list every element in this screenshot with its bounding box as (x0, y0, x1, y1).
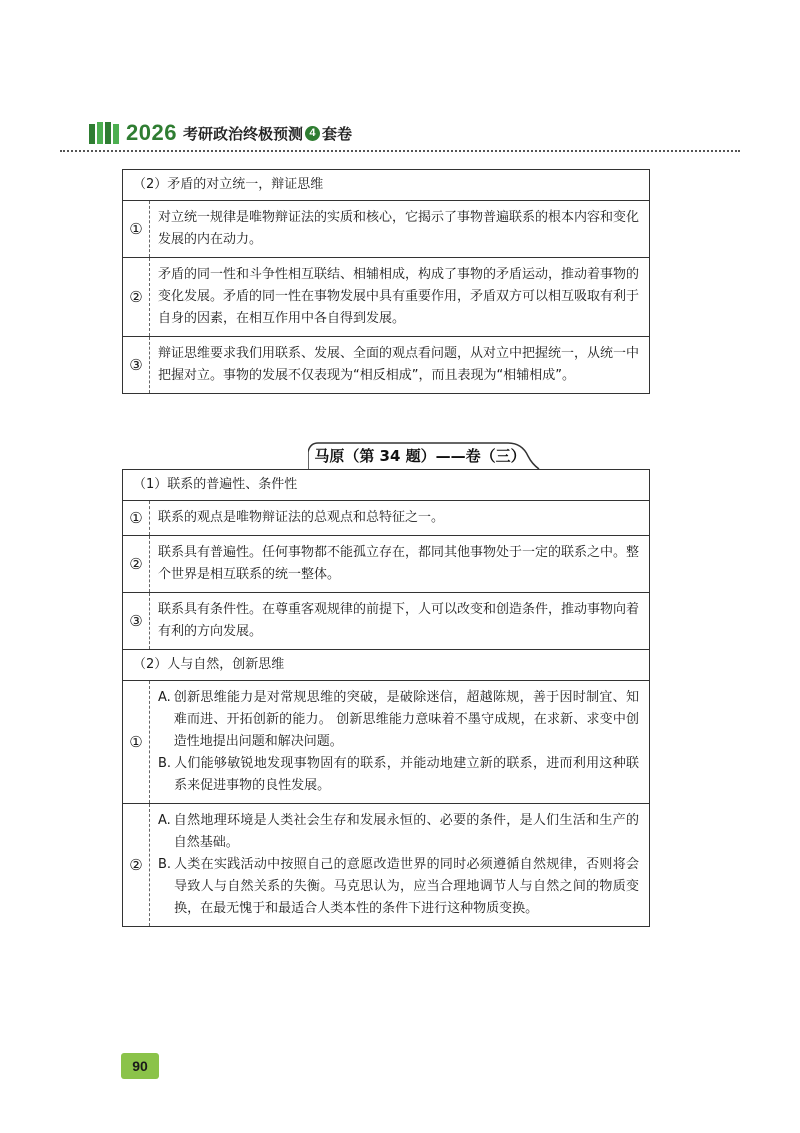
item-text: 辩证思维要求我们用联系、发展、全面的观点看问题，从对立中把握统一，从统一中把握对立。事物的发展不仅表现为“相反相成”，而且表现为“相辅相成”。 (158, 346, 640, 383)
item-text: 联系的观点是唯物辩证法的总观点和总特征之一。 (150, 501, 650, 536)
banner-title: 马原（第 34 题）——卷（三） (314, 447, 526, 465)
item-number: ① (123, 501, 150, 536)
brand-title: 考研政治终极预测 (182, 124, 303, 143)
sub-item-a (158, 810, 639, 854)
table-row (123, 337, 650, 394)
brand-suffix: 套卷 (321, 124, 352, 143)
sub-label: B. (158, 756, 172, 771)
page-number: 90 (121, 1053, 159, 1079)
item-text: 矛盾的同一性和斗争性相互联结、相辅相成，构成了事物的矛盾运动，推动着事物的变化发展。矛盾的同一性在事物发展中具有重要作用，矛盾双方可以相互吸取有利于自身的因素，在相互作用中各自得到发展。 (150, 258, 650, 337)
sub-item-b (158, 854, 639, 920)
section-header (123, 470, 650, 501)
section-header (123, 170, 650, 201)
table-contradiction (122, 169, 650, 394)
table-connection (122, 469, 650, 927)
table-row (123, 536, 650, 593)
sub-text: 自然地理环境是人类社会生存和发展永恒的、必要的条件，是人们生活和生产的自然基础。 (173, 813, 639, 850)
sub-text: 创新思维能力是对常规思维的突破，是破除迷信，超越陈规，善于因时制宜、知难而进、开拓创新的能力。 创新思维能力意味着不墨守成规，在求新、求变中创造性地提出问题和解决问题。 (173, 690, 639, 749)
item-number: ③ (123, 593, 150, 650)
section-title: （1）联系的普遍性、条件性 (123, 470, 650, 501)
sub-item-a (158, 687, 639, 753)
section-title: （2）矛盾的对立统一，辩证思维 (123, 170, 650, 201)
table-row (123, 201, 650, 258)
question-banner (308, 442, 540, 470)
table-row (123, 804, 650, 927)
item-number: ① (123, 681, 150, 804)
table-row (123, 593, 650, 650)
book-icon (88, 120, 120, 146)
brand-year: 2026 (126, 120, 177, 145)
sub-label: A. (158, 813, 171, 828)
item-number: ② (123, 258, 150, 337)
item-number: ② (123, 804, 150, 927)
table-row (123, 501, 650, 536)
table-row (123, 681, 650, 804)
sub-label: A. (158, 690, 171, 705)
brand-circle-number: 4 (305, 126, 320, 141)
sub-text: 人类在实践活动中按照自己的意愿改造世界的同时必须遵循自然规律，否则将会导致人与自然关系的失衡。马克思认为，应当合理地调节人与自然之间的物质变换，在最无愧于和最适合人类本性的条件下进行这种物质变换。 (174, 857, 639, 916)
item-text (150, 804, 650, 927)
header-divider (60, 150, 740, 152)
sub-item-b (158, 753, 639, 797)
item-number: ② (123, 536, 150, 593)
section-header (123, 650, 650, 681)
item-number: ③ (123, 337, 150, 394)
item-text (150, 681, 650, 804)
item-text: 联系具有条件性。在尊重客观规律的前提下，人可以改变和创造条件，推动事物向着有利的方向发展。 (150, 593, 650, 650)
item-text: 联系具有普遍性。任何事物都不能孤立存在，都同其他事物处于一定的联系之中。整个世界是相互联系的统一整体。 (150, 536, 650, 593)
table-row (123, 258, 650, 337)
item-number: ① (123, 201, 150, 258)
sub-text: 人们能够敏锐地发现事物固有的联系，并能动地建立新的联系，进而利用这种联系来促进事物的良性发展。 (174, 756, 639, 793)
item-text: 对立统一规律是唯物辩证法的实质和核心，它揭示了事物普遍联系的根本内容和变化发展的内在动力。 (150, 201, 650, 258)
section-title: （2）人与自然，创新思维 (123, 650, 650, 681)
page-header (88, 118, 352, 148)
sub-label: B. (158, 857, 172, 872)
